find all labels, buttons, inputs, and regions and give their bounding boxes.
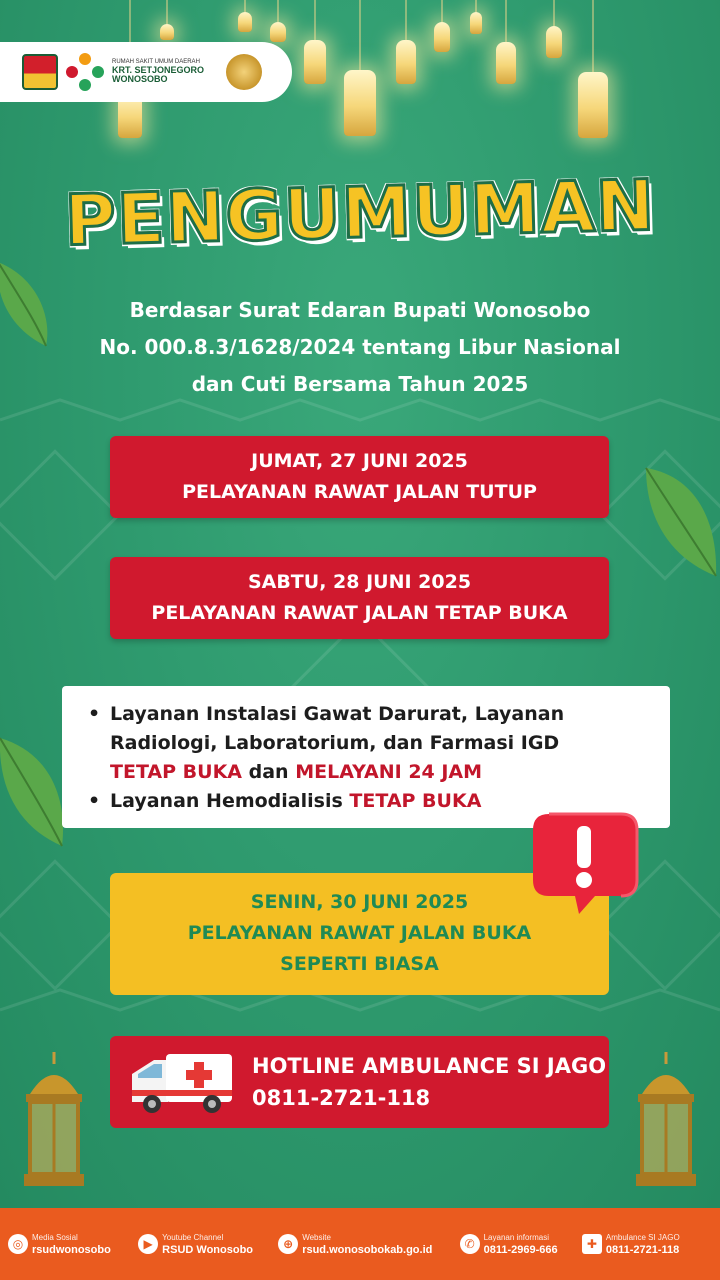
- notice-friday-text: PELAYANAN RAWAT JALAN TUTUP: [182, 481, 537, 503]
- ambulance-icon: ✚: [582, 1234, 602, 1254]
- hotline-number: 0811-2721-118: [252, 1086, 431, 1110]
- page-title: PENGUMUMAN: [63, 164, 657, 262]
- lantern-decoration: [470, 0, 482, 36]
- notice-friday-date: JUMAT, 27 JUNI 2025: [251, 450, 468, 472]
- connector-text: dan: [242, 761, 296, 783]
- hotline-title: HOTLINE AMBULANCE SI JAGO: [252, 1054, 607, 1078]
- footer-ambulance-caption: Ambulance SI JAGO: [605, 1233, 680, 1242]
- lantern-decoration: [434, 0, 450, 54]
- notice-saturday-date: SABTU, 28 JUNI 2025: [247, 571, 472, 593]
- highlight-open: TETAP BUKA: [349, 790, 482, 812]
- header-logo-card: [0, 42, 292, 102]
- hotline-text: [252, 1050, 606, 1114]
- intro-line3: dan Cuti Bersama Tahun 2025: [191, 372, 529, 396]
- leaf-decoration: [0, 734, 68, 850]
- leaf-decoration: [640, 462, 720, 582]
- service-item-emergency: [88, 700, 670, 787]
- footer-ambulance[interactable]: [582, 1232, 712, 1256]
- notice-monday-date: SENIN, 30 JUNI 2025: [250, 891, 469, 913]
- globe-icon: ⊕: [278, 1234, 298, 1254]
- footer-youtube[interactable]: [138, 1232, 274, 1256]
- notice-monday-line2: SEPERTI BIASA: [280, 953, 439, 975]
- phone-icon: ✆: [460, 1234, 480, 1254]
- lantern-decoration: [270, 0, 286, 44]
- services-box: [62, 686, 670, 828]
- notice-friday: [110, 436, 609, 518]
- hospital-logo: [66, 53, 104, 91]
- notice-saturday: [110, 557, 609, 639]
- footer-website[interactable]: [278, 1232, 455, 1256]
- hospital-name-line1: RUMAH SAKIT UMUM DAERAH: [112, 59, 200, 66]
- footer-social[interactable]: [8, 1232, 134, 1256]
- lantern-decoration: [344, 0, 376, 138]
- lantern-decoration: [18, 1052, 90, 1194]
- footer-ambulance-value: 0811-2721-118: [605, 1244, 680, 1256]
- hemodialysis-text: Layanan Hemodialisis: [110, 790, 350, 812]
- notice-monday-line1: PELAYANAN RAWAT JALAN BUKA: [187, 922, 532, 944]
- youtube-icon: ▶: [138, 1234, 158, 1254]
- lantern-decoration: [304, 0, 326, 86]
- alert-icon: [531, 810, 639, 916]
- footer-youtube-value: RSUD Wonosobo: [162, 1244, 254, 1256]
- lantern-decoration: [630, 1052, 702, 1194]
- footer-info-value: 0811-2969-666: [483, 1244, 558, 1256]
- service-item-emergency-line3: [110, 758, 670, 787]
- hospital-name: [112, 59, 204, 84]
- intro-text: [40, 292, 680, 403]
- lantern-decoration: [546, 0, 562, 60]
- footer-social-caption: Media Sosial: [32, 1233, 78, 1242]
- lantern-decoration: [160, 0, 174, 40]
- footer-contact-bar: [0, 1208, 720, 1280]
- lantern-decoration: [238, 0, 252, 34]
- hotline-box: [110, 1036, 609, 1128]
- footer-website-value: rsud.wonosobokab.go.id: [302, 1244, 433, 1256]
- footer-info-line[interactable]: [460, 1232, 578, 1256]
- regency-logo: [22, 54, 58, 90]
- hospital-name-line2: KRT. SETJONEGORO: [112, 64, 205, 75]
- lantern-decoration: [578, 0, 608, 140]
- footer-website-caption: Website: [302, 1233, 331, 1242]
- footer-info-caption: Layanan informasi: [483, 1233, 549, 1242]
- lantern-decoration: [396, 0, 416, 86]
- instagram-icon: ◎: [8, 1234, 28, 1254]
- service-item-emergency-line1: • Layanan Instalasi Gawat Darurat, Layanan: [110, 703, 565, 725]
- notice-saturday-text: PELAYANAN RAWAT JALAN TETAP BUKA: [151, 602, 568, 624]
- service-item-emergency-line2: Radiologi, Laboratorium, dan Farmasi IGD: [110, 732, 560, 754]
- highlight-24h: MELAYANI 24 JAM: [295, 761, 483, 783]
- intro-line2: No. 000.8.3/1628/2024 tentang Libur Nasional: [99, 335, 621, 359]
- ambulance-icon: [128, 1050, 236, 1116]
- footer-youtube-caption: Youtube Channel: [162, 1233, 224, 1242]
- accreditation-logo: [226, 54, 262, 90]
- lantern-decoration: [496, 0, 516, 86]
- highlight-open: TETAP BUKA: [110, 761, 243, 783]
- hospital-name-line3: WONOSOBO: [112, 74, 168, 85]
- intro-line1: Berdasar Surat Edaran Bupati Wonosobo: [129, 298, 591, 322]
- footer-social-value: rsudwonosobo: [32, 1244, 111, 1256]
